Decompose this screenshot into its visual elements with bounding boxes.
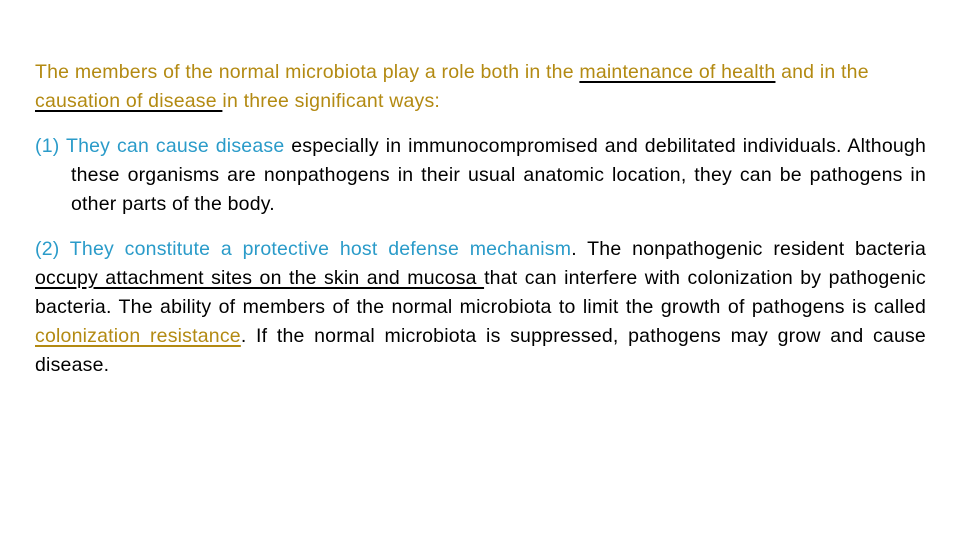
point-1-paragraph	[35, 132, 926, 219]
point-2-text-2: that can interfere with colonization by pathogenic bacteria. The ability of members of the normal microbiota to limit the growth of pathogens is called	[35, 267, 926, 318]
intro-text-3: in three significant ways:	[222, 90, 441, 112]
intro-text-1: The members of the normal microbiota play a role both in the	[35, 61, 580, 83]
maintenance-of-health-highlight: maintenance of health	[579, 61, 776, 83]
point-2-text-1: . The nonpathogenic resident bacteria	[571, 238, 927, 260]
point-2-text-3: . If the normal microbiota is suppressed, pathogens may grow and cause disease.	[35, 325, 926, 376]
point-2-highlight: (2) They constitute a protective host defense mechanism	[35, 238, 572, 260]
slide-body	[35, 58, 926, 380]
causation-of-disease-highlight: causation of disease	[35, 90, 223, 112]
intro-text-2: and in the	[775, 61, 869, 83]
point-1-text: especially in immunocompromised and debilitated individuals. Although these organisms are nonpathogens in their usual anatomic location, they can be pathogens in other parts of the body.	[71, 135, 926, 215]
point-1-highlight: They can cause disease	[65, 135, 285, 157]
attachment-sites-underline: occupy attachment sites on the skin and mucosa	[35, 267, 485, 289]
colonization-resistance-highlight: colonization resistance	[35, 325, 241, 347]
point-1-marker: (1)	[35, 135, 66, 157]
intro-paragraph	[35, 58, 926, 116]
point-2-paragraph	[35, 235, 926, 380]
